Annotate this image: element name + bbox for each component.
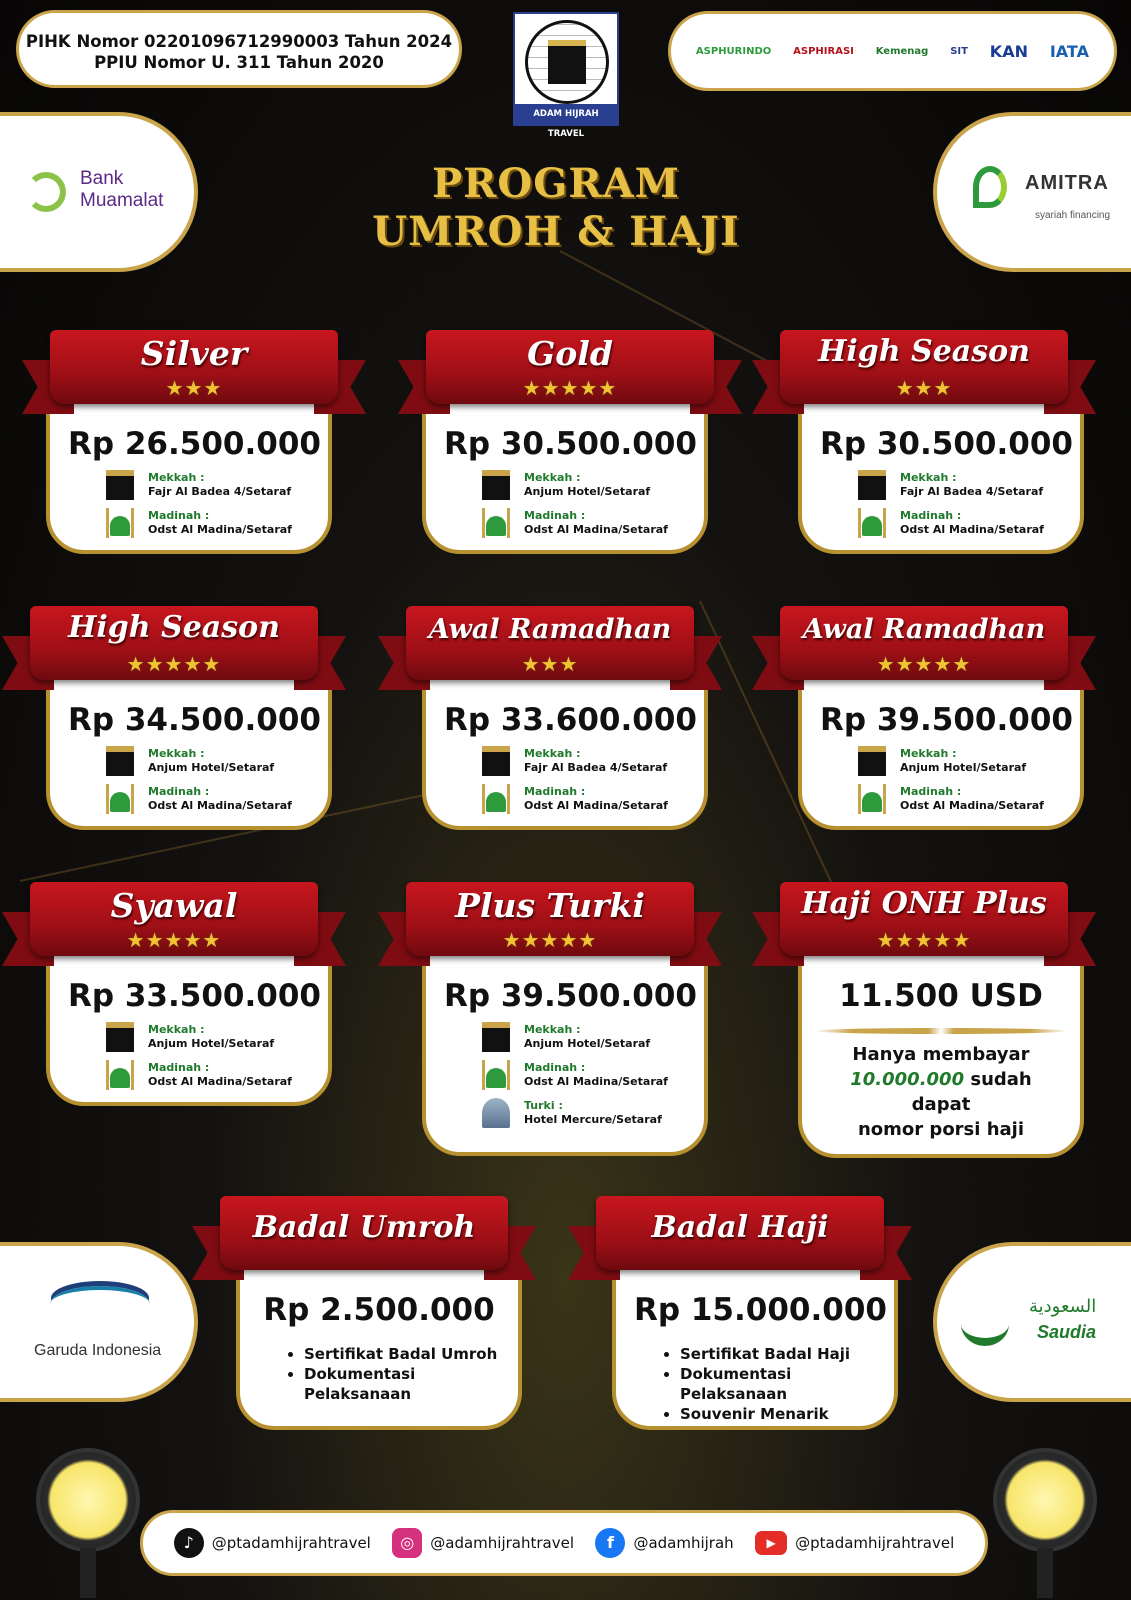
mosque-icon: [106, 508, 134, 538]
package-ribbon: [192, 1192, 536, 1282]
turki-label: Turki :: [524, 1099, 563, 1112]
package-body: [236, 1266, 522, 1430]
hotel-turki: [482, 1098, 686, 1128]
hotel-madinah: [106, 784, 310, 814]
mekkah-hotel: Anjum Hotel/Setaraf: [524, 1037, 651, 1050]
package-body: [612, 1266, 898, 1430]
star-rating: ★★★★★: [502, 928, 598, 952]
kaaba-icon: [858, 746, 886, 776]
package-name: Gold: [527, 334, 613, 373]
madinah-hotel: Odst Al Madina/Setaraf: [900, 799, 1044, 812]
package-price: Rp 33.500.000: [68, 978, 321, 1014]
hotel-mekkah: [482, 1022, 686, 1052]
package-ribbon: [398, 326, 742, 416]
package-ribbon: [2, 602, 346, 692]
package-name: Awal Ramadhan: [802, 614, 1046, 645]
saudia-card: [933, 1242, 1131, 1402]
package-body: [798, 400, 1084, 554]
package-ribbon: [378, 878, 722, 968]
mosque-icon: [106, 1060, 134, 1090]
saudia-label: Saudia: [1037, 1322, 1097, 1342]
tiktok-handle: @ptadamhijrahtravel: [211, 1534, 371, 1552]
sit-logo: SIT: [950, 45, 968, 57]
madinah-label: Madinah :: [148, 509, 210, 522]
turki-hotel: Hotel Mercure/Setaraf: [524, 1113, 662, 1126]
list-item: • Souvenir Menarik: [680, 1404, 876, 1424]
mekkah-label: Mekkah :: [900, 471, 957, 484]
mekkah-hotel: Fajr Al Badea 4/Setaraf: [148, 485, 292, 498]
mosque-icon: [482, 1060, 510, 1090]
mekkah-label: Mekkah :: [524, 471, 581, 484]
amitra-icon: [973, 166, 1007, 208]
list-item: • Sertifikat Badal Haji: [680, 1344, 876, 1364]
kaaba-icon: [482, 1022, 510, 1052]
amitra-card: [933, 112, 1131, 272]
package-name: Badal Haji: [651, 1210, 829, 1245]
star-rating: ★★★★★: [876, 652, 972, 676]
package-body: [422, 400, 708, 554]
muamalat-label: Muamalat: [80, 190, 164, 211]
garuda-label: Garuda Indonesia: [34, 1342, 162, 1359]
kemenag-logo: Kemenag: [875, 45, 929, 57]
star-rating: ★★★: [521, 652, 579, 676]
logo-text: ADAM HIJRAH TRAVEL: [515, 104, 617, 124]
mosque-icon: [106, 784, 134, 814]
package-price: Rp 33.600.000: [444, 702, 697, 738]
package-body: [798, 952, 1084, 1158]
package-body: [422, 676, 708, 830]
madinah-label: Madinah :: [524, 1061, 586, 1074]
hotel-mekkah: [106, 746, 310, 776]
association-logos: [668, 11, 1117, 91]
mosque-icon: [858, 508, 886, 538]
list-item: • Sertifikat Badal Umroh: [304, 1344, 500, 1364]
madinah-hotel: Odst Al Madina/Setaraf: [524, 523, 668, 536]
hotel-madinah: [482, 1060, 686, 1090]
haji-price: 11.500 USD: [839, 978, 1043, 1014]
madinah-hotel: Odst Al Madina/Setaraf: [900, 523, 1044, 536]
hotel-mekkah: [858, 746, 1062, 776]
instagram-link[interactable]: [392, 1528, 574, 1558]
hotel-mekkah: [106, 470, 310, 500]
mekkah-label: Mekkah :: [524, 747, 581, 760]
package-ribbon: [752, 602, 1096, 692]
package-body: [46, 676, 332, 830]
package-ribbon: [378, 602, 722, 692]
madinah-label: Madinah :: [148, 1061, 210, 1074]
bank-label: Bank: [80, 168, 124, 189]
star-rating: ★★★★★: [522, 376, 618, 400]
package-name: Syawal: [110, 886, 238, 925]
muamalat-icon: [26, 172, 66, 212]
garuda-indonesia-card: [0, 1242, 198, 1402]
hotel-mekkah: [482, 746, 686, 776]
badal-price: Rp 2.500.000: [263, 1292, 495, 1328]
hotel-madinah: [858, 508, 1062, 538]
mekkah-hotel: Fajr Al Badea 4/Setaraf: [900, 485, 1044, 498]
package-ribbon: [2, 878, 346, 968]
haji-note-line-3: nomor porsi haji: [857, 1119, 1025, 1140]
kaaba-icon: [482, 470, 510, 500]
hotel-mekkah: [106, 1022, 310, 1052]
madinah-hotel: Odst Al Madina/Setaraf: [148, 1075, 292, 1088]
madinah-hotel: Odst Al Madina/Setaraf: [148, 523, 292, 536]
asphirasi-logo: ASPHIRASI: [793, 45, 854, 57]
mekkah-hotel: Anjum Hotel/Setaraf: [148, 761, 275, 774]
package-ribbon: [22, 326, 366, 416]
asphurindo-logo: ASPHURINDO: [695, 45, 772, 57]
saudia-palm-icon: [961, 1302, 1009, 1346]
hotel-madinah: [106, 1060, 310, 1090]
kaaba-icon: [548, 40, 586, 84]
badal-benefits: [304, 1344, 500, 1404]
star-rating: ★★★★★: [876, 928, 972, 952]
mekkah-hotel: Anjum Hotel/Setaraf: [148, 1037, 275, 1050]
kaaba-icon: [106, 746, 134, 776]
madinah-label: Madinah :: [900, 509, 962, 522]
package-ribbon: [568, 1192, 912, 1282]
saudia-arabic-label: السعودية: [1029, 1296, 1097, 1317]
tiktok-icon: ♪: [174, 1528, 204, 1558]
hotel-madinah: [106, 508, 310, 538]
star-rating: ★★★★★: [126, 652, 222, 676]
package-name: Awal Ramadhan: [428, 614, 672, 645]
page-title: [370, 160, 742, 256]
package-body: [798, 676, 1084, 830]
instagram-handle: @adamhijrahtravel: [430, 1534, 575, 1552]
hotel-madinah: [858, 784, 1062, 814]
madinah-label: Madinah :: [900, 785, 962, 798]
package-price: Rp 39.500.000: [444, 978, 697, 1014]
star-rating: ★★★: [895, 376, 953, 400]
instagram-icon: ◎: [392, 1528, 422, 1558]
kaaba-icon: [482, 746, 510, 776]
package-ribbon: [752, 326, 1096, 416]
package-name: Silver: [140, 334, 248, 373]
mekkah-hotel: Anjum Hotel/Setaraf: [900, 761, 1027, 774]
madinah-label: Madinah :: [524, 509, 586, 522]
hotel-mekkah: [482, 470, 686, 500]
package-price: Rp 34.500.000: [68, 702, 321, 738]
tiktok-link[interactable]: [174, 1528, 371, 1558]
package-name: High Season: [818, 334, 1030, 369]
facebook-link[interactable]: [595, 1528, 733, 1558]
mekkah-hotel: Fajr Al Badea 4/Setaraf: [524, 761, 668, 774]
package-body: [422, 952, 708, 1156]
package-name: Badal Umroh: [252, 1210, 476, 1245]
star-rating: ★★★: [165, 376, 223, 400]
iata-logo: IATA: [1049, 41, 1089, 61]
facebook-icon: f: [595, 1528, 625, 1558]
kan-logo: KAN: [989, 41, 1028, 61]
facebook-handle: @adamhijrah: [633, 1534, 734, 1552]
list-item: • Dokumentasi Pelaksanaan: [680, 1364, 876, 1404]
youtube-handle: @ptadamhijrahtravel: [795, 1534, 955, 1552]
list-item: • Dokumentasi Pelaksanaan: [304, 1364, 500, 1404]
license-line-2: PPIU Nomor U. 311 Tahun 2020: [94, 53, 384, 72]
spotlight-right-icon: [975, 1448, 1115, 1598]
amitra-label: AMITRA: [1025, 172, 1109, 194]
gold-divider: [814, 1028, 1068, 1034]
hotel-mekkah: [858, 470, 1062, 500]
hotel-madinah: [482, 508, 686, 538]
kaaba-icon: [858, 470, 886, 500]
package-price: Rp 26.500.000: [68, 426, 321, 462]
garuda-bird-icon: [50, 1286, 150, 1322]
mosque-icon: [482, 508, 510, 538]
badal-price: Rp 15.000.000: [634, 1292, 887, 1328]
madinah-hotel: Odst Al Madina/Setaraf: [524, 799, 668, 812]
package-name: Plus Turki: [455, 886, 645, 925]
madinah-label: Madinah :: [148, 785, 210, 798]
package-price: Rp 30.500.000: [444, 426, 697, 462]
package-price: Rp 30.500.000: [820, 426, 1073, 462]
star-rating: ★★★★★: [126, 928, 222, 952]
package-price: Rp 39.500.000: [820, 702, 1073, 738]
madinah-hotel: Odst Al Madina/Setaraf: [524, 1075, 668, 1088]
package-body: [46, 952, 332, 1106]
mekkah-label: Mekkah :: [148, 471, 205, 484]
haji-note-amount: 10.000.000: [850, 1069, 965, 1090]
bank-muamalat-card: [0, 112, 198, 272]
title-line-1: PROGRAM: [432, 160, 680, 207]
hotel-madinah: [482, 784, 686, 814]
amitra-sub: syariah financing: [1035, 210, 1111, 221]
haji-note-line-2: sudah dapat: [911, 1069, 1032, 1115]
spotlight-left-icon: [18, 1448, 158, 1598]
adam-hijrah-logo: [513, 12, 619, 139]
youtube-icon: ▶: [755, 1531, 787, 1555]
package-name: Haji ONH Plus: [801, 886, 1047, 921]
license-line-1: PIHK Nomor 02201096712990003 Tahun 2024: [25, 32, 453, 51]
youtube-link[interactable]: [755, 1531, 954, 1555]
mosque-icon: [858, 784, 886, 814]
badal-benefits: [680, 1344, 876, 1424]
mekkah-label: Mekkah :: [524, 1023, 581, 1036]
madinah-hotel: Odst Al Madina/Setaraf: [148, 799, 292, 812]
kaaba-icon: [106, 470, 134, 500]
haji-note-line-1: Hanya membayar: [852, 1044, 1030, 1065]
package-ribbon: [752, 878, 1096, 968]
madinah-label: Madinah :: [524, 785, 586, 798]
blue-mosque-icon: [482, 1098, 510, 1128]
mosque-icon: [482, 784, 510, 814]
mekkah-label: Mekkah :: [148, 747, 205, 760]
mekkah-hotel: Anjum Hotel/Setaraf: [524, 485, 651, 498]
social-footer: [140, 1510, 988, 1576]
haji-note: [820, 1042, 1062, 1142]
kaaba-icon: [106, 1022, 134, 1052]
license-box: [16, 10, 462, 88]
package-body: [46, 400, 332, 554]
mekkah-label: Mekkah :: [900, 747, 957, 760]
title-line-2: UMROH & HAJI: [372, 208, 740, 255]
package-name: High Season: [68, 610, 280, 645]
mekkah-label: Mekkah :: [148, 1023, 205, 1036]
